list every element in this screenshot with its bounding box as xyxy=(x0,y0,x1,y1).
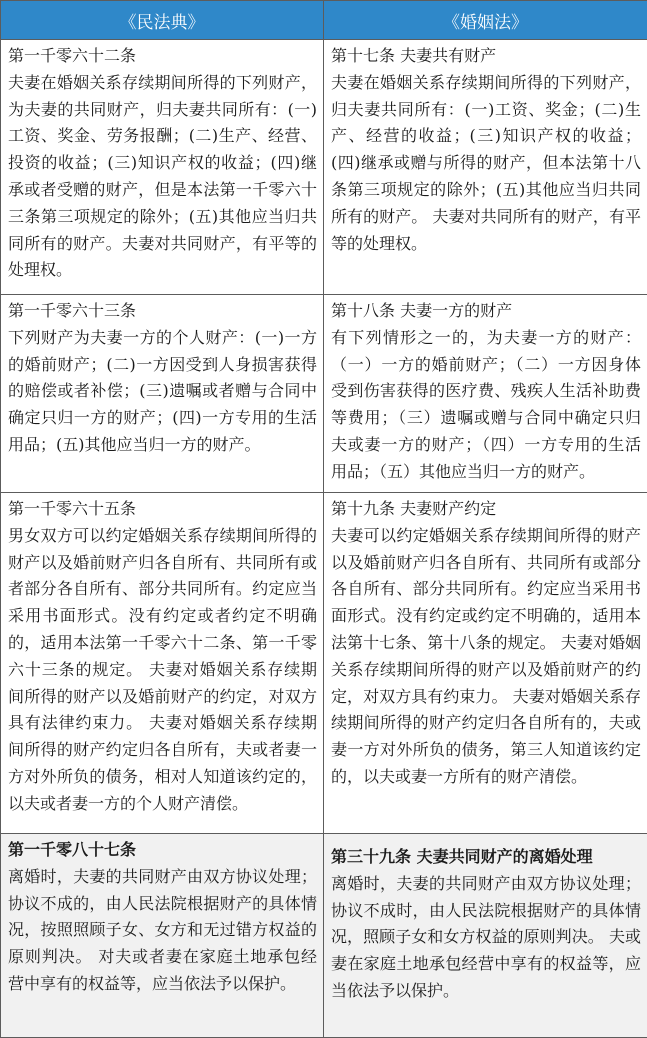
header-civil-code: 《民法典》 xyxy=(1,1,324,40)
civil-code-cell xyxy=(1,493,324,834)
header-row xyxy=(1,1,647,40)
article-text: 离婚时，夫妻的共同财产由双方协议处理；协议不成的，由人民法院根据财产的具体情况，按照照顾子女、女方和无过错方权益的原则判决。 对夫或者妻在家庭土地承包经营中享有的权益等，应当依法予以保护。 xyxy=(8,864,317,998)
article-title: 第十九条 夫妻财产约定 xyxy=(331,496,641,523)
civil-code-cell xyxy=(1,834,324,1038)
marriage-law-cell xyxy=(324,834,647,1038)
article-text: 下列财产为夫妻一方的个人财产：(一)一方的婚前财产；(二)一方因受到人身损害获得的赔偿或者补偿；(三)遗嘱或者赠与合同中确定只归一方的财产；(四)一方专用的生活用品；(五)其他应当归一方的财产。 xyxy=(8,325,317,459)
article-title: 第十七条 夫妻共有财产 xyxy=(331,43,641,70)
marriage-law-cell xyxy=(324,295,647,493)
marriage-law-cell xyxy=(324,493,647,834)
table-row xyxy=(1,834,647,1038)
article-title: 第一千零六十三条 xyxy=(8,298,317,325)
article-title: 第一千零八十七条 xyxy=(8,837,317,864)
table-row xyxy=(1,40,647,295)
article-title: 第一千零六十五条 xyxy=(8,496,317,523)
table-row xyxy=(1,493,647,834)
civil-code-cell xyxy=(1,295,324,493)
marriage-law-cell xyxy=(324,40,647,295)
article-text: 男女双方可以约定婚姻关系存续期间所得的财产以及婚前财产归各自所有、共同所有或者部分各自所有、部分共同所有。约定应当采用书面形式。没有约定或者约定不明确的，适用本法第一千零六十二条、第一千零六十三条的规定。 夫妻对婚姻关系存续期间所得的财产以及婚前财产的约定，对双方具有法律约束力。 夫妻对婚姻关系存续期间所得的财产约定归各自所有，夫或者妻一方对外所负的债务，相对人知道该约定的，以夫或者妻一方的个人财产清偿。 xyxy=(8,523,317,818)
table-row xyxy=(1,295,647,493)
header-marriage-law: 《婚姻法》 xyxy=(324,1,647,40)
article-title: 第十八条 夫妻一方的财产 xyxy=(331,298,641,325)
article-text: 有下列情形之一的，为夫妻一方的财产：（一）一方的婚前财产；（二）一方因身体受到伤害获得的医疗费、残疾人生活补助费等费用；（三）遗嘱或赠与合同中确定只归夫或妻一方的财产；（四）一方专用的生活用品；（五）其他应当归一方的财产。 xyxy=(331,325,641,486)
article-title: 第一千零六十二条 xyxy=(8,43,317,70)
article-text: 夫妻可以约定婚姻关系存续期间所得的财产以及婚前财产归各自所有、共同所有或部分各自所有、部分共同所有。约定应当采用书面形式。没有约定或约定不明确的，适用本法第十七条、第十八条的规定。 夫妻对婚姻关系存续期间所得的财产以及婚前财产的约定，对双方具有约束力。 夫妻对婚姻关系存续期间所得的财产约定归各自所有的，夫或妻一方对外所负的债务，第三人知道该约定的，以夫或妻一方所有的财产清偿。 xyxy=(331,523,641,791)
article-text: 夫妻在婚姻关系存续期间所得的下列财产，归夫妻共同所有：(一)工资、奖金；(二)生产、经营的收益；(三)知识产权的收益；(四)继承或赠与所得的财产，但本法第十八条第三项规定的除外；(五)其他应当归共同所有的财产。 夫妻对共同所有的财产，有平等的处理权。 xyxy=(331,70,641,258)
civil-code-cell xyxy=(1,40,324,295)
article-text: 离婚时，夫妻的共同财产由双方协议处理；协议不成时，由人民法院根据财产的具体情况，照顾子女和女方权益的原则判决。 夫或妻在家庭土地承包经营中享有的权益等，应当依法予以保护。 xyxy=(331,871,641,1005)
article-text: 夫妻在婚姻关系存续期间所得的下列财产，为夫妻的共同财产，归夫妻共同所有：(一)工资、奖金、劳务报酬；(二)生产、经营、投资的收益；(三)知识产权的收益；(四)继承或者受赠的财产，但是本法第一千零六十三条第三项规定的除外；(五)其他应当归共同所有的财产。夫妻对共同财产，有平等的处理权。 xyxy=(8,70,317,284)
article-title: 第三十九条 夫妻共同财产的离婚处理 xyxy=(331,844,641,871)
